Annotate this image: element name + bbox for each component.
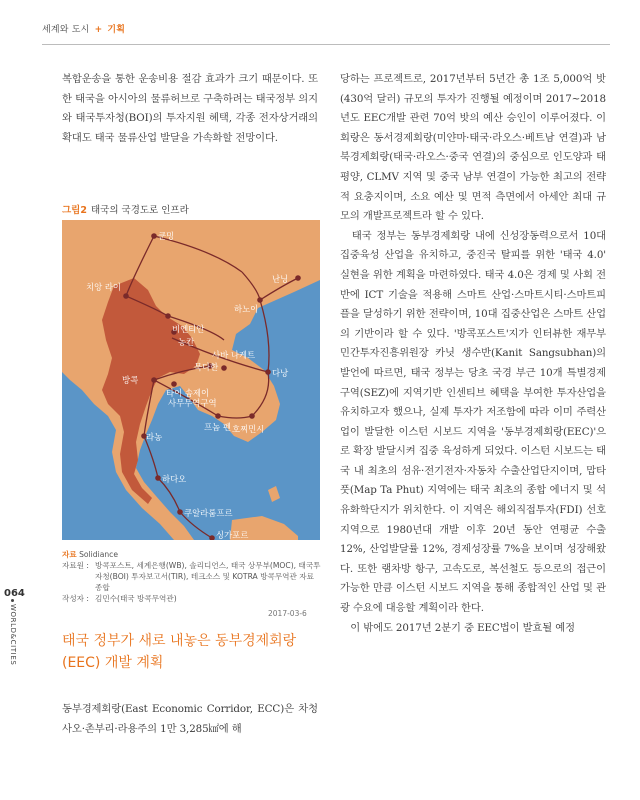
- page-dot: [11, 599, 14, 602]
- figure-caption: [62, 202, 189, 216]
- right-column: [340, 70, 606, 638]
- source-label: 자료: [62, 550, 77, 559]
- city-label: 프놈 펜: [204, 422, 231, 432]
- city-dot: [123, 293, 129, 299]
- city-dot: [165, 313, 171, 319]
- paragraph: 이 밖에도 2017년 2분기 중 EEC법이 발효될 예정: [340, 621, 575, 634]
- source-row: [62, 560, 322, 593]
- city-label: 하다오: [162, 474, 187, 484]
- city-label: 난닝: [272, 274, 289, 284]
- city-dot: [295, 275, 301, 281]
- paragraph: 복합운송을 통한 운송비용 절감 효과가 크기 때문이다. 또한 태국을 아시아의 물류허브로 구축하려는 태국정부 의지와 태국투자청(BOI)의 투자지원 혜택, 각종 전자상거래의 확대도 태국 물류산업 발달을 가속화할 전망이다.: [62, 73, 318, 144]
- vertical-title-text: WORLD&CITIES: [9, 604, 17, 666]
- header-section: 세계와 도시: [42, 25, 90, 35]
- city-dot: [257, 297, 263, 303]
- source-row: [62, 593, 322, 604]
- paragraph: 태국 정부는 동부경제회랑 내에 신성장동력으로서 10대 집중육성 산업을 유치하고, 중진국 탈피를 위한 '태국 4.0' 실현을 위한 계획을 마련하였다. 태국 4.0은 경제 및 사회 전반에 ICT 기술을 적용해 스마트 산업·스마트시티·스마트피플을 달성하기 위한 전략이며, 10대 집중산업은 스마트 산업의 기반이라 할 수 있다. '방콕포스트'지가 인터뷰한 재무부 민간투자진흥위원장 카닛 생수반(Kanit Sangsubhan)의 발언에 따르면, 태국 정부는 당초 국경 부근 10개 특별경제구역(SEZ)에 지역기반 인센티브 혜택을 부여한 투자산업을 유치하고자 했으나, 실제 투자가 저조함에 따라 이미 주력산업이 발달한 이스턴 시보드 지역을 '동부경제회랑(EEC)'으로 확장 발달시켜 집중 육성하게 되었다. 이스턴 시보드는 태국 내 최초의 섬유·전기전자·자동차 수출산업단지이며, 맙타풋(Map Ta Phut) 지역에는 태국 최초의 종합 에너지 및 석유화학단지가 위치한다. 이 지역은 해외직접투자(FDI) 선호지역으로 1980년대 개발 이후 20년 동안 연평균 수출 12%, 산업발달률 12%, 경제성장률 7%을 보이며 성장해왔다. 또한 램차방 항구, 고속도로, 복선철도 등으로의 접근이 가능한 만큼 이스턴 시보드 지역을 통해 종합적인 산업 및 관광 수요에 대응할 계획이라 한다.: [340, 229, 606, 615]
- section-heading: 태국 정부가 새로 내놓은 동부경제회랑(EEC) 개발 계획: [62, 633, 297, 671]
- city-label: 하노이: [234, 304, 259, 314]
- city-label: 치앙 라이: [86, 282, 122, 292]
- source-value: 방콕포스트, 세계은행(WB), 솔리디언스, 태국 상무부(MOC), 태국투자청(BOI) 투자보고서(TIR), 테크소스 및 KOTRA 방콕무역관 자료 종합: [95, 561, 321, 592]
- figure-source: [62, 549, 322, 604]
- header-plus: +: [94, 25, 103, 35]
- paragraph: 동부경제회랑(East Economic Corridor, ECC)은 차청사오·촌부리·라용주의 1만 3,285㎢에 해: [62, 703, 318, 735]
- city-label: 호찌민시: [232, 424, 265, 434]
- left-column-bottom: [62, 700, 318, 739]
- city-label: 타이 솜제이: [166, 388, 210, 398]
- source-name: Solidiance: [79, 550, 119, 559]
- city-dot: [155, 475, 161, 481]
- header-rule: [42, 44, 610, 45]
- city-dot: [215, 413, 221, 419]
- city-dot: [249, 413, 255, 419]
- figure-number: 그림2: [62, 205, 87, 216]
- running-header: [42, 22, 125, 35]
- city-label: 방콕: [122, 375, 139, 385]
- city-dot: [151, 377, 157, 383]
- source-date: 2017-03-6: [268, 609, 307, 618]
- city-label: 사무무역구역: [168, 398, 217, 408]
- city-label: 농칸: [178, 337, 195, 347]
- source-line: [62, 549, 322, 560]
- city-dot: [151, 233, 157, 239]
- city-label: 쿤밍: [158, 231, 175, 241]
- city-dot: [177, 509, 183, 515]
- city-label: 싱가포르: [216, 530, 249, 540]
- city-label: 다낭: [272, 368, 289, 378]
- source-key: 자료원 :: [62, 561, 89, 570]
- page-number: 064: [4, 588, 25, 599]
- paragraph: 당하는 프로젝트로, 2017년부터 5년간 총 1조 5,000억 밧(430억 달러) 규모의 투자가 진행될 예정이며 2017~2018년도 EEC개발 관련 70억 밧의 예산 승인이 이루어졌다. 이 회랑은 동서경제회랑(미얀마·태국·라오스·베트남 연결)과 남북경제회랑(태국·라오스·중국 연결)의 중심으로 인도양과 태평양, CLMV 지역 및 중국 남부 연결이 가능한 최고의 전략적 요충지이며, 소요 예산 및 면적 측면에서 아세안 최대 규모의 개발프로젝트라 할 수 있다.: [340, 73, 606, 223]
- source-value: 김민수(태국 방콕무역관): [95, 594, 177, 603]
- city-label: 비엔티안: [172, 324, 205, 334]
- figure-title: 태국의 국경도로 인프라: [90, 205, 189, 216]
- city-label: 쿠알라룸프르: [184, 508, 233, 518]
- city-label: 사바 나케트: [212, 350, 256, 360]
- vertical-title: [8, 604, 18, 684]
- city-label: 라농: [146, 432, 163, 442]
- city-dot: [265, 369, 271, 375]
- city-dot: [221, 365, 227, 371]
- city-dot: [171, 381, 177, 387]
- border-road-map: [62, 220, 320, 540]
- source-key: 작성자 :: [62, 594, 89, 603]
- city-label: 묵다한: [194, 362, 219, 372]
- left-column-top: [62, 70, 318, 148]
- header-category: 기획: [107, 25, 126, 35]
